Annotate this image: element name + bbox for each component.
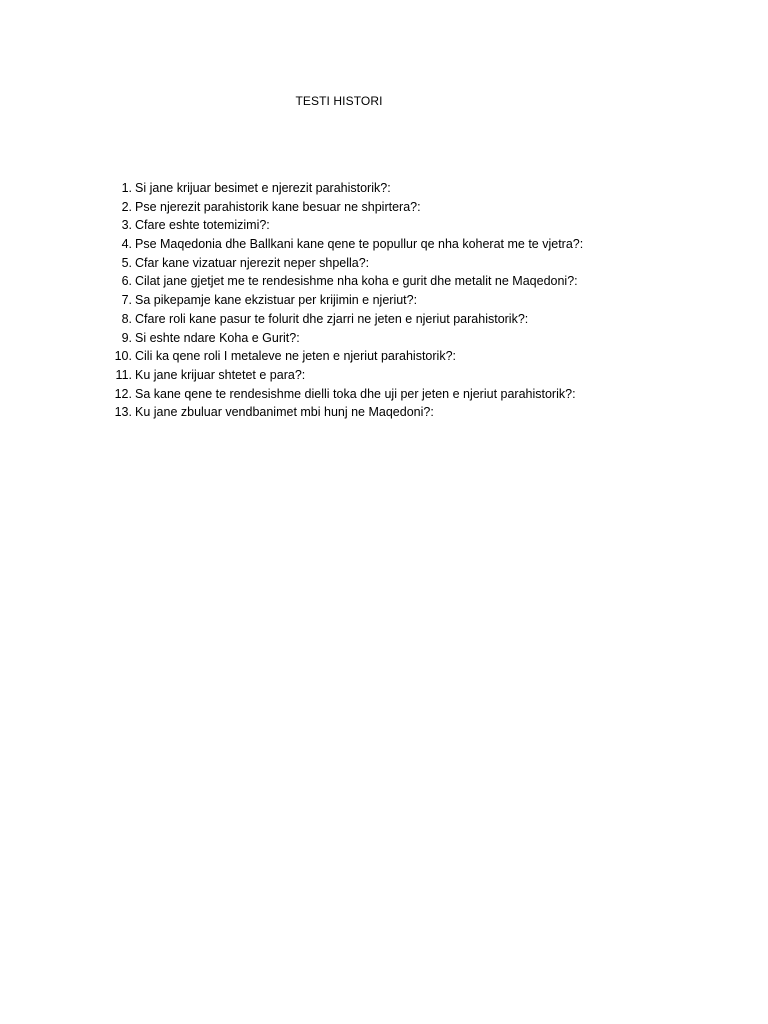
question-text: Pse Maqedonia dhe Ballkani kane qene te popullur qe nha koherat me te vjetra?: [135,237,584,252]
question-item [108,291,708,310]
question-number: 9. [121,330,132,345]
question-number: 2. [121,199,132,214]
question-text: Cfare roli kane pasur te folurit dhe zjarri ne jeten e njeriut parahistorik?: [135,311,529,326]
question-item [108,272,708,291]
question-item [108,403,708,422]
question-item [108,347,708,366]
question-number: 6. [121,274,132,289]
question-number: 3. [121,218,132,233]
question-list [108,179,708,422]
question-number: 12. [114,386,132,401]
question-number: 1. [121,181,132,195]
question-number: 4. [121,237,132,252]
question-number: 5. [121,255,132,270]
question-text: Si eshte ndare Koha e Gurit?: [135,330,300,345]
question-text: Ku jane zbuluar vendbanimet mbi hunj ne Maqedoni?: [135,405,434,420]
question-item [108,385,708,404]
question-item [108,329,708,348]
question-text: Cfar kane vizatuar njerezit neper shpella?: [135,255,370,270]
question-text: Ku jane krijuar shtetet e para?: [135,367,306,382]
question-text: Pse njerezit parahistorik kane besuar ne shpirtera?: [135,199,421,214]
question-item [108,254,708,273]
question-number: 11. [115,367,132,382]
question-text: Sa kane qene te rendesishme dielli toka dhe uji per jeten e njeriut parahistorik?: [135,386,576,401]
question-item [108,310,708,329]
question-text: Cilat jane gjetjet me te rendesishme nha koha e gurit dhe metalit ne Maqedoni?: [135,274,578,289]
question-item [108,235,708,254]
question-item [108,198,708,217]
document-title: TESTI HISTORI [295,94,383,108]
question-number: 8. [121,311,132,326]
question-item [108,366,708,385]
question-text: Sa pikepamje kane ekzistuar per krijimin e njeriut?: [135,293,418,308]
question-text: Cfare eshte totemizimi?: [135,218,270,233]
question-number: 7. [121,293,132,308]
question-text: Si jane krijuar besimet e njerezit parahistorik?: [135,181,391,195]
question-number: 13. [114,405,132,420]
question-item [108,216,708,235]
question-text: Cili ka qene roli I metaleve ne jeten e njeriut parahistorik?: [135,349,457,364]
question-number: 10. [114,349,132,364]
question-item [108,179,708,198]
